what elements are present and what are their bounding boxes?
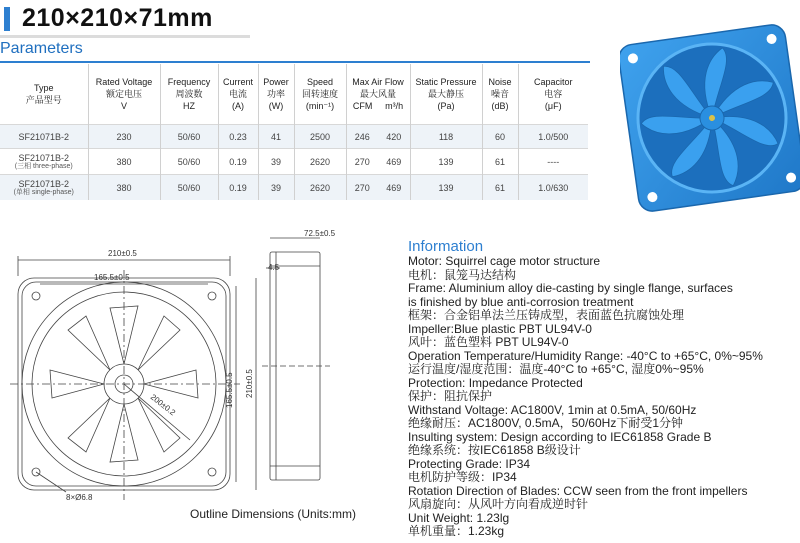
dim-holes: 8×Ø6.8 <box>66 493 93 502</box>
information-heading: Information <box>408 238 484 255</box>
header-pressure: Static Pressure 最大静压 (Pa) <box>410 64 482 125</box>
title-accent-bar <box>4 7 10 31</box>
outline-drawing <box>0 230 400 543</box>
title-bar <box>0 4 250 32</box>
info-line: 风叶：蓝色塑料 PBT UL94V-0 <box>408 335 569 349</box>
header-type: Type 产品型号 <box>0 64 88 125</box>
dim-width-inner: 165.5±0.5 <box>94 273 130 282</box>
info-line: 保护：阻抗保护 <box>408 389 493 403</box>
info-line: Frame: Aluminium alloy die-casting by single flange, surfaces <box>408 281 733 295</box>
parameters-heading: Parameters <box>0 40 83 57</box>
info-line: 风扇旋向：从风叶方向看成逆时针 <box>408 497 589 511</box>
info-line: 电机防护等级：IP34 <box>408 470 517 484</box>
info-line: Protecting Grade: IP34 <box>408 456 531 471</box>
title-underline <box>0 35 250 38</box>
table-row: SF21071B-2 (单相 single-phase) 380 50/60 0.19 39 2620 270 469 139 61 1.0/630 <box>0 175 588 201</box>
info-line: Withstand Voltage: AC1800V, 1min at 0.5mA, 50/60Hz <box>408 402 697 417</box>
information-section <box>408 238 800 539</box>
header-airflow: Max Air Flow 最大风量 CFM m³/h <box>346 64 410 125</box>
info-line: Operation Temperature/Humidity Range: -40°C to +65°C, 0%~95% <box>408 348 763 363</box>
table-row: SF21071B-2 (三相 three-phase) 380 50/60 0.19 39 2620 270 469 139 61 ---- <box>0 149 588 175</box>
drawing-caption: Outline Dimensions (Units:mm) <box>190 507 357 521</box>
info-line: 绝缘系统：按IEC61858 B级设计 <box>408 443 581 457</box>
header-frequency: Frequency 周波数 HZ <box>160 64 218 125</box>
table-row: SF21071B-2 230 50/60 0.23 41 2500 246 420 118 60 1.0/500 <box>0 125 588 149</box>
header-noise: Noise 噪音 (dB) <box>482 64 518 125</box>
info-line: 运行温度/湿度范围：温度-40°C to +65°C, 湿度0%~95% <box>408 362 704 376</box>
info-line: Rotation Direction of Blades: CCW seen from the front impellers <box>408 483 748 498</box>
dim-height-outer: 210±0.5 <box>245 369 254 398</box>
info-line: Motor: Squirrel cage motor structure <box>408 254 601 268</box>
parameters-table <box>0 64 588 200</box>
dim-width-outer: 210±0.5 <box>108 249 137 258</box>
header-current: Current 电流 (A) <box>218 64 258 125</box>
info-line: Impeller:Blue plastic PBT UL94V-0 <box>408 321 592 336</box>
info-line: 电机：鼠笼马达结构 <box>408 267 517 282</box>
header-voltage: Rated Voltage 额定电压 V <box>88 64 160 125</box>
dim-depth: 72.5±0.5 <box>304 230 336 238</box>
info-line: Unit Weight: 1.23lg <box>408 510 510 525</box>
info-line: 单机重量：1.23kg <box>408 524 505 538</box>
fan-product-photo <box>620 22 800 212</box>
page-title: 210×210×71mm <box>22 4 213 32</box>
info-line: is finished by blue anti-corrosion treatment <box>408 294 634 309</box>
info-line: 框架：合金铝单法兰压铸成型，表面蓝色抗腐蚀处理 <box>408 308 685 322</box>
header-power: Power 功率 (W) <box>258 64 294 125</box>
dim-height-inner: 165.5±0.5 <box>225 372 234 408</box>
info-line: 绝缘耐压：AC1800V, 0.5mA，50/60Hz下耐受1分钟 <box>408 416 683 430</box>
parameters-divider <box>0 61 590 63</box>
info-line: Insulting system: Design according to IEC61858 Grade B <box>408 429 712 444</box>
header-capacitor: Capacitor 电容 (μF) <box>518 64 588 125</box>
info-line: Protection: Impedance Protected <box>408 375 583 390</box>
dim-flange: 4.5 <box>268 263 280 272</box>
header-speed: Speed 回转速度 (min⁻¹) <box>294 64 346 125</box>
dim-diagonal: 200±0.2 <box>148 392 178 418</box>
